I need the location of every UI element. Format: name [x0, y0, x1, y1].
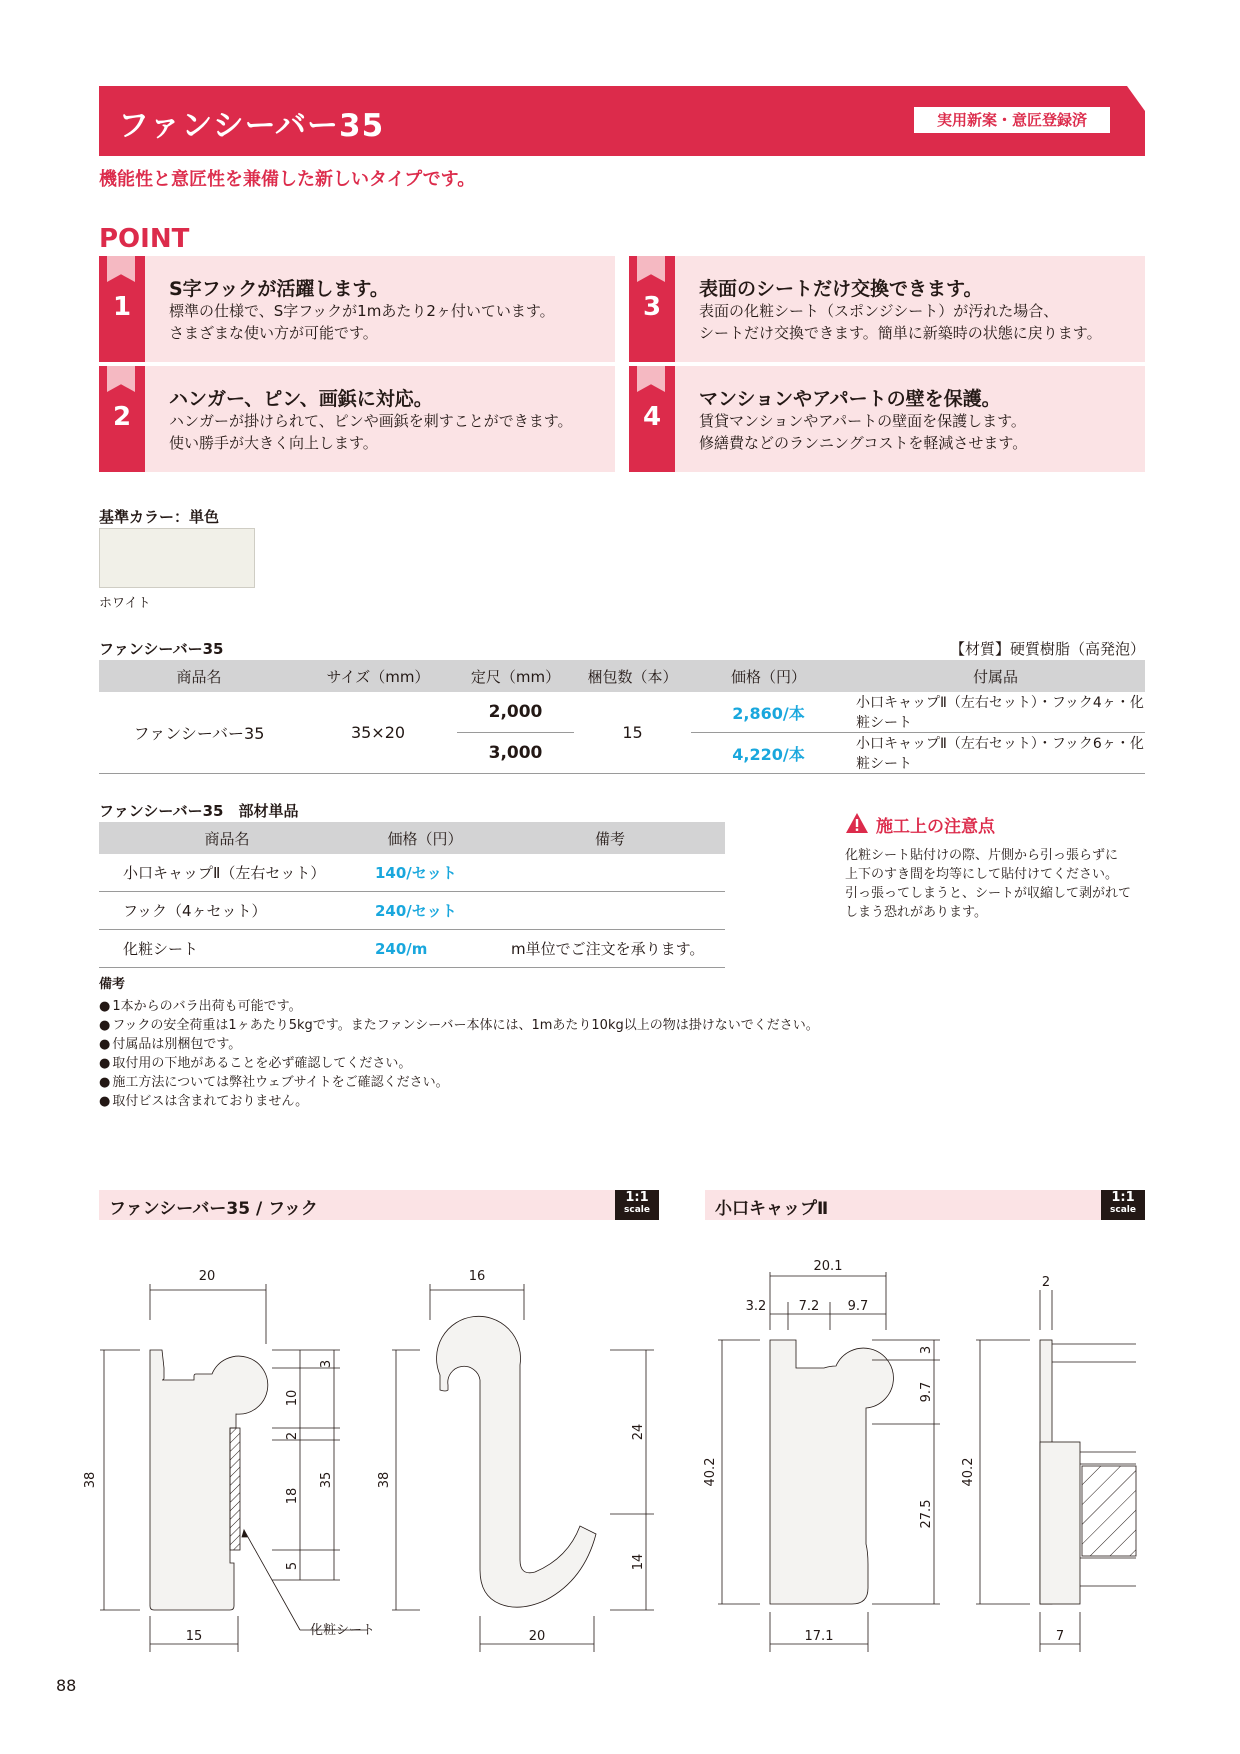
dimension-label: 17.1 [804, 1629, 834, 1644]
table-row [99, 930, 725, 968]
dimension-label: 40.2 [703, 1457, 718, 1487]
dimension-label: 20.1 [813, 1259, 843, 1274]
list-item: ● 付属品は別梱包です。 [99, 1035, 819, 1054]
part-note-cell [495, 892, 725, 930]
caution-text [845, 846, 1145, 922]
caution-title: 施工上の注意点 [876, 817, 995, 837]
point-number-column [629, 256, 675, 362]
dimension-label: 5 [285, 1561, 300, 1571]
table-header-row [99, 822, 725, 854]
scale-ratio: 1:1 [1111, 1190, 1135, 1205]
notes [99, 975, 819, 1111]
column-header: 付属品 [846, 660, 1145, 692]
point-card-1 [99, 256, 615, 362]
table-row [99, 854, 725, 892]
bookmark-ribbon-icon [107, 366, 135, 392]
dimension-label: 18 [285, 1487, 300, 1505]
column-header: 備考 [495, 822, 725, 854]
notes-heading: 備考 [99, 977, 126, 992]
point-heading: POINT [99, 224, 190, 254]
dimension-label: 9.7 [847, 1299, 869, 1314]
price-cell: 2,860/本 [691, 692, 846, 733]
technical-drawings [0, 1240, 1240, 1670]
part-price-cell: 240/セット [355, 892, 495, 930]
end-cap-side-drawing [976, 1290, 1136, 1652]
point-title: マンションやアパートの壁を保護。 [699, 388, 1001, 410]
point-title: S字フックが活躍します。 [169, 278, 389, 300]
point-number: 1 [112, 292, 132, 322]
point-text-line: 賃貸マンションやアパートの壁面を保護します。 [699, 412, 1026, 430]
column-header: 定尺（mm） [457, 660, 574, 692]
page-number: 88 [56, 1676, 77, 1695]
part-price-cell: 240/m [355, 930, 495, 968]
price-cell: 4,220/本 [691, 733, 846, 774]
point-number-column [99, 366, 145, 472]
dimension-label: 24 [631, 1423, 646, 1441]
parts-table [99, 822, 725, 968]
dimension-label: 38 [377, 1471, 392, 1489]
point-number: 2 [112, 402, 132, 432]
dimension-label: 40.2 [961, 1457, 976, 1487]
drawing-section-bar-left [99, 1190, 659, 1220]
point-number: 3 [642, 292, 662, 322]
page-title: ファンシーバー35 [118, 108, 385, 144]
point-card-4 [629, 366, 1145, 472]
product-name-cell: ファンシーバー35 [99, 692, 299, 774]
list-item: ● フックの安全荷重は1ヶあたり5kgです。またファンシーバー本体には、1mあたり10kg以上の物は掛けないでください。 [99, 1016, 819, 1035]
caution-line: 上下のすき間を均等にして貼付けてください。 [845, 867, 1119, 882]
dimension-label: 9.7 [919, 1381, 934, 1403]
dimension-label: 7.2 [798, 1299, 820, 1314]
point-title: ハンガー、ピン、画鋲に対応。 [169, 388, 433, 410]
point-text-line: さまざまな使い方が可能です。 [169, 324, 378, 342]
part-name-cell: フック（4ヶセット） [99, 892, 355, 930]
accessories-cell: 小口キャップⅡ（左右セット）・フック6ヶ・化粧シート [846, 733, 1145, 774]
column-header: 梱包数（本） [574, 660, 691, 692]
warning-icon [845, 812, 869, 834]
dimension-label: 35 [319, 1471, 334, 1489]
hook-drawing [392, 1284, 654, 1652]
dimension-label: 3 [319, 1359, 334, 1369]
bookmark-ribbon-icon [107, 256, 135, 282]
bar-profile-drawing [100, 1284, 368, 1652]
point-number-column [629, 366, 675, 472]
point-number-column [99, 256, 145, 362]
color-swatch [99, 528, 255, 588]
dimension-label: 10 [285, 1389, 300, 1407]
pack-cell: 15 [574, 692, 691, 774]
dimension-label: 38 [83, 1471, 98, 1489]
bookmark-ribbon-icon [637, 366, 665, 392]
point-text-line: シートだけ交換できます。簡単に新築時の状態に戻ります。 [699, 324, 1102, 342]
dimension-label: 2 [1041, 1275, 1051, 1290]
column-header: 商品名 [99, 822, 355, 854]
scale-ratio: 1:1 [625, 1190, 649, 1205]
dimension-label: 15 [185, 1629, 203, 1644]
table-row [99, 692, 1145, 733]
caution-line: 引っ張ってしまうと、シートが収縮して剥がれて [845, 886, 1132, 901]
part-note-cell [495, 854, 725, 892]
point-text-line: 標準の仕様で、S字フックが1mあたり2ヶ付いています。 [169, 302, 555, 320]
dimension-label: 14 [631, 1553, 646, 1571]
drawing-title: ファンシーバー35 / フック [109, 1199, 318, 1219]
drawing-section-bar-right [705, 1190, 1145, 1220]
caution-line: 化粧シート貼付けの際、片側から引っ張らずに [845, 848, 1119, 863]
point-text [699, 300, 1102, 344]
notes-list [99, 997, 819, 1111]
scale-badge [615, 1190, 659, 1220]
point-number: 4 [642, 402, 662, 432]
drawing-title: 小口キャップⅡ [715, 1199, 829, 1219]
point-card-3 [629, 256, 1145, 362]
point-text-line: 表面の化粧シート（スポンジシート）が汚れた場合、 [699, 302, 1059, 320]
list-item: ● 取付ビスは含まれておりません。 [99, 1092, 819, 1111]
column-header: 価格（円） [355, 822, 495, 854]
dimension-label: 7 [1055, 1629, 1065, 1644]
part-name-cell: 化粧シート [99, 930, 355, 968]
point-text [169, 410, 573, 454]
column-header: 商品名 [99, 660, 299, 692]
parts-table-title: ファンシーバー35 部材単品 [99, 802, 299, 820]
scale-word: scale [624, 1205, 650, 1215]
sheet-callout-label: 化粧シート [310, 1623, 376, 1638]
dimension-label: 3 [919, 1345, 934, 1355]
point-title: 表面のシートだけ交換できます。 [699, 278, 983, 300]
product-table-title: ファンシーバー35 [99, 640, 224, 658]
end-cap-drawing [718, 1272, 940, 1652]
part-note-cell: m単位でご注文を承ります。 [495, 930, 725, 968]
scale-badge [1101, 1190, 1145, 1220]
length-cell: 2,000 [457, 692, 574, 733]
page-subtitle: 機能性と意匠性を兼備した新しいタイプです。 [99, 169, 476, 190]
dimension-label: 3.2 [745, 1299, 767, 1314]
size-cell: 35×20 [299, 692, 457, 774]
product-table [99, 660, 1145, 774]
part-price-cell: 140/セット [355, 854, 495, 892]
point-text-line: ハンガーが掛けられて、ピンや画鋲を刺すことができます。 [169, 412, 573, 430]
point-text [699, 410, 1027, 454]
dimension-label: 20 [528, 1629, 546, 1644]
bookmark-ribbon-icon [637, 256, 665, 282]
dimension-label: 2 [285, 1431, 300, 1441]
material-note: 【材質】硬質樹脂（高発泡） [949, 640, 1145, 658]
column-header: サイズ（mm） [299, 660, 457, 692]
table-header-row [99, 660, 1145, 692]
length-cell: 3,000 [457, 733, 574, 774]
list-item: ● 1本からのバラ出荷も可能です。 [99, 997, 819, 1016]
point-card-2 [99, 366, 615, 472]
table-row [99, 892, 725, 930]
dimension-label: 20 [198, 1269, 216, 1284]
point-text [169, 300, 555, 344]
registration-badge: 実用新案・意匠登録済 [914, 107, 1110, 133]
point-text-line: 修繕費などのランニングコストを軽減させます。 [699, 434, 1028, 452]
caution-line: しまう恐れがあります。 [845, 905, 987, 920]
column-header: 価格（円） [691, 660, 846, 692]
color-name: ホワイト [99, 596, 151, 611]
dimension-label: 16 [468, 1269, 486, 1284]
part-name-cell: 小口キャップⅡ（左右セット） [99, 854, 355, 892]
point-text-line: 使い勝手が大きく向上します。 [169, 434, 378, 452]
color-label: 基準カラー：単色 [99, 508, 220, 526]
list-item: ● 取付用の下地があることを必ず確認してください。 [99, 1054, 819, 1073]
dimension-label: 27.5 [919, 1499, 934, 1529]
accessories-cell: 小口キャップⅡ（左右セット）・フック4ヶ・化粧シート [846, 692, 1145, 733]
scale-word: scale [1110, 1205, 1136, 1215]
list-item: ● 施工方法については弊社ウェブサイトをご確認ください。 [99, 1073, 819, 1092]
